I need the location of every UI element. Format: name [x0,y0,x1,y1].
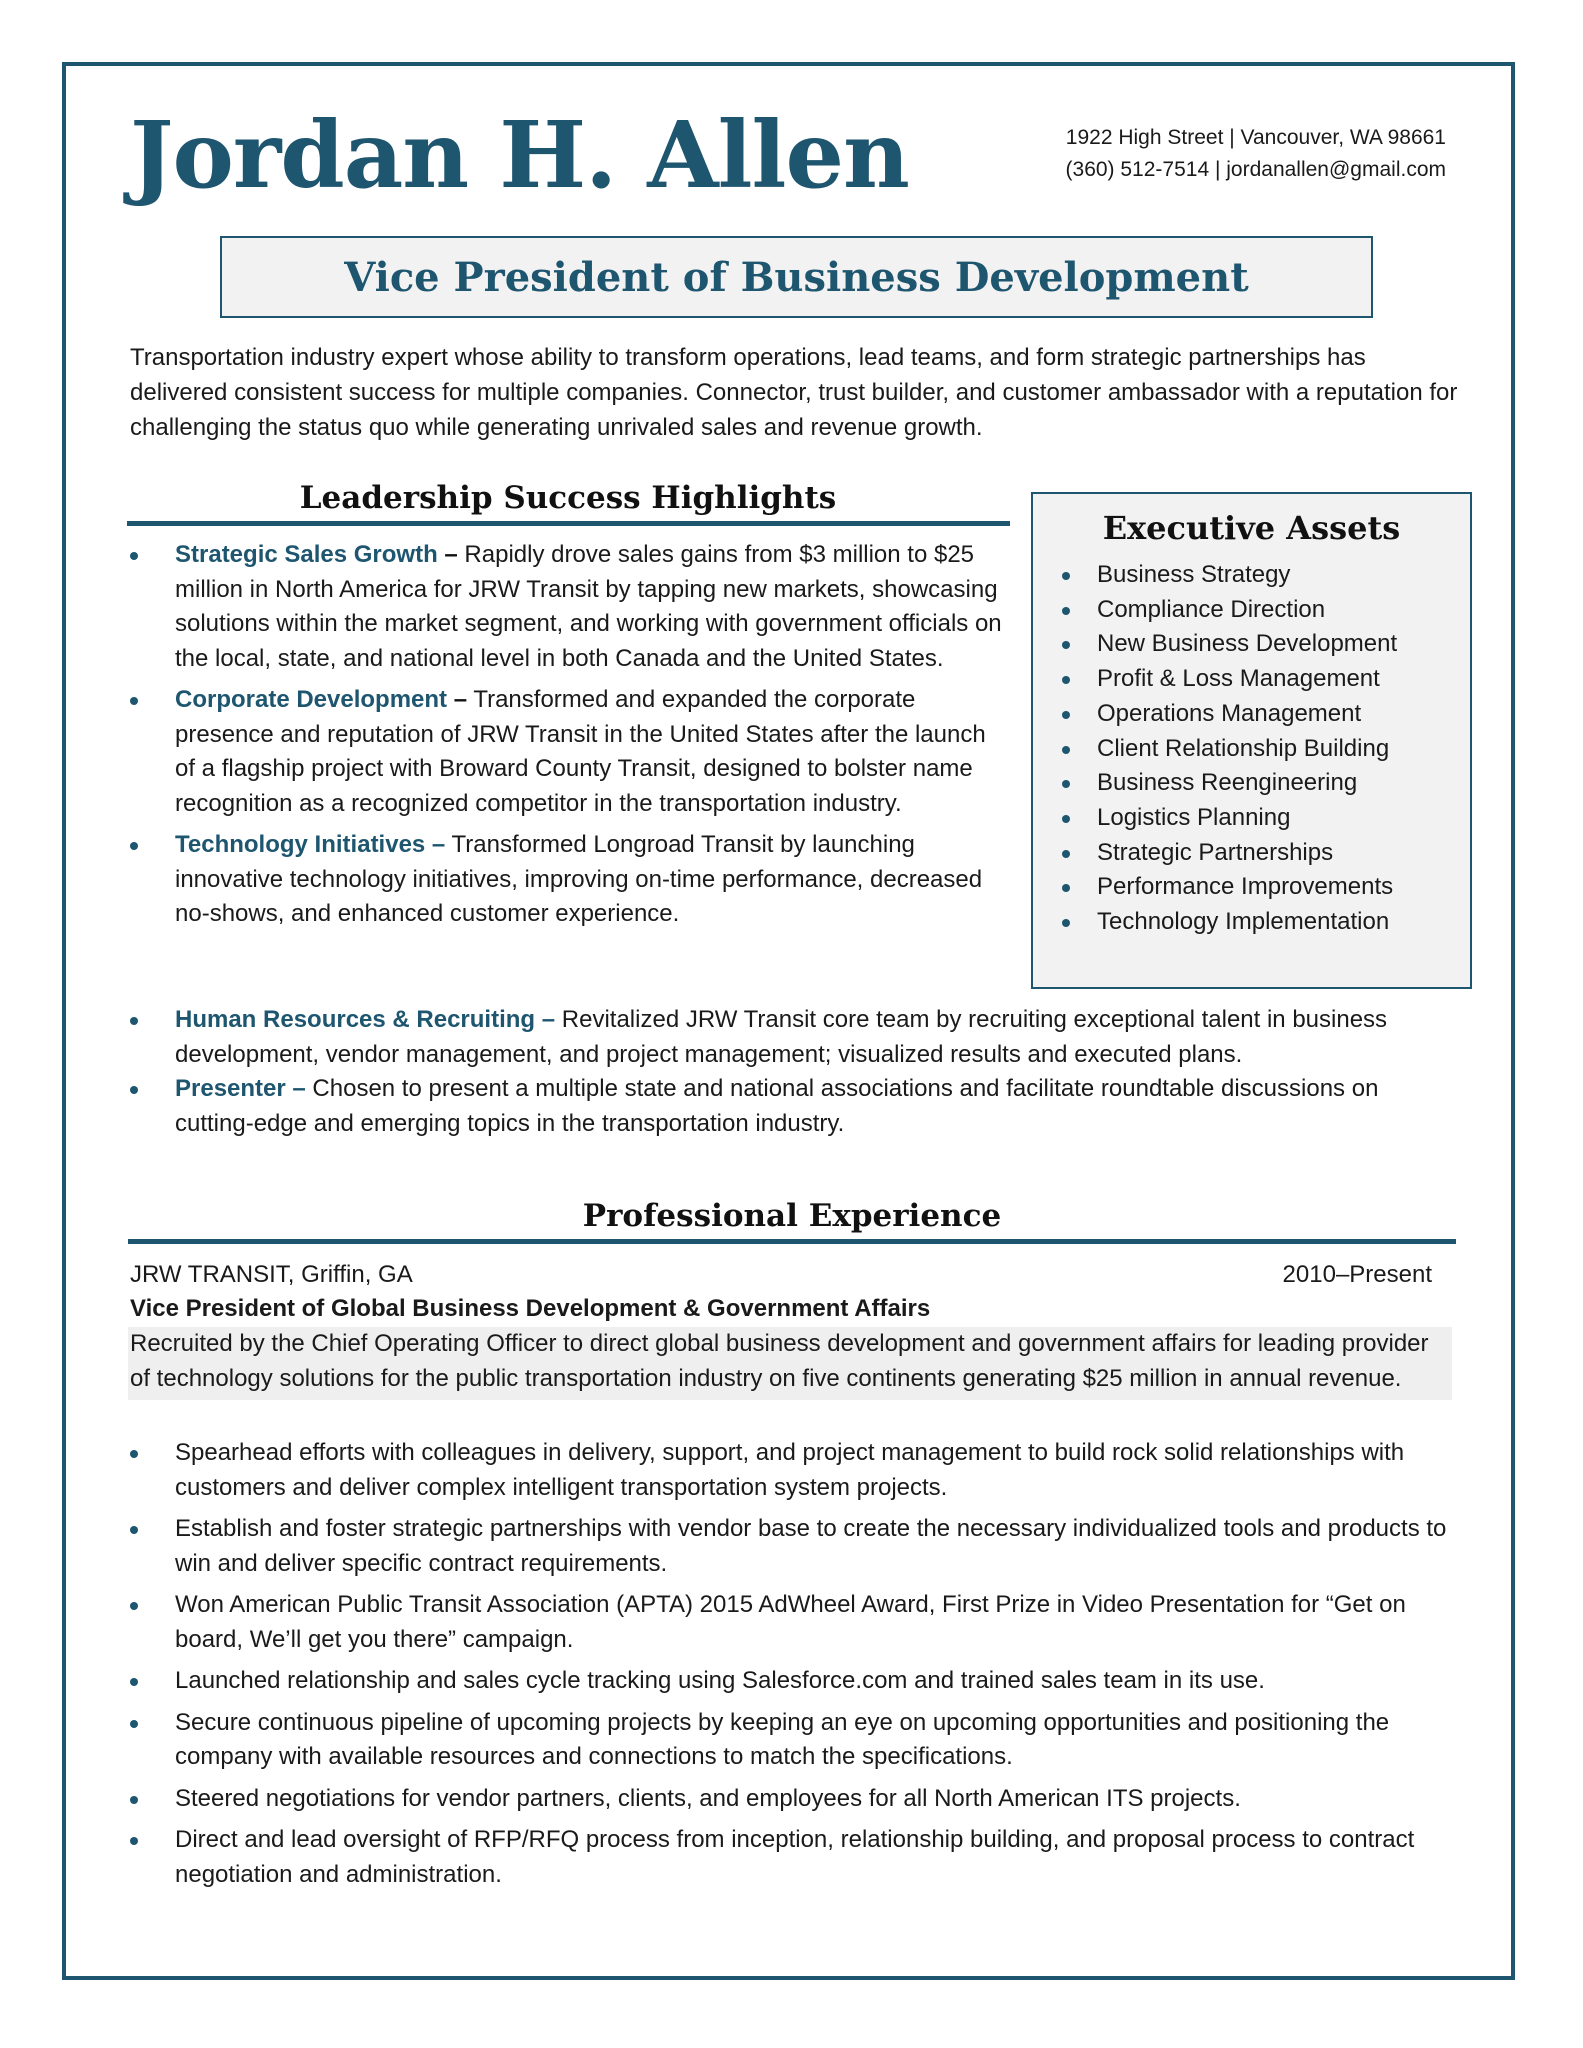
phone-email: (360) 512-7514 | jordanallen@gmail.com [1065,158,1446,181]
target-title: Vice President of Business Development [344,253,1249,301]
highlights-heading: Leadership Success Highlights [299,480,837,516]
highlight-label: Strategic Sales Growth [175,541,438,568]
highlight-label: Corporate Development [175,686,448,713]
highlight-item: Technology Initiatives – Transformed Longroad Transit by launching innovative technology initiatives, improving on-time performance, decreased no-shows, and enhanced customer experience. [128,828,1008,932]
executive-assets-box [1031,492,1472,989]
highlights-rule [127,521,1010,526]
experience-bullet: Steered negotiations for vendor partners, clients, and employees for all North American ITS projects. [128,1782,1458,1817]
experience-bullet: Establish and foster strategic partnerships with vendor base to create the necessary individualized tools and products to win and deliver specific contract requirements. [128,1512,1458,1581]
assets-list [1033,558,1470,940]
asset-item: Business Reengineering [1097,766,1470,801]
experience-bullet: Spearhead efforts with colleagues in delivery, support, and project management to build rock solid relationships with customers and deliver complex intelligent transportation system projects. [128,1436,1458,1505]
highlight-label: Human Resources & Recruiting – [175,1006,556,1033]
contact-info [1066,122,1446,186]
summary: Transportation industry expert whose ability to transform operations, lead teams, and form strategic partnerships has delivered consistent success for multiple companies. Connector, trust builder, and customer ambassador with a reputation for challenging the status quo while generating unrivaled sales and revenue growth. [130,344,1458,441]
asset-item: Logistics Planning [1097,801,1470,836]
experience-bullets [128,1436,1458,1899]
asset-item: Technology Implementation [1097,905,1470,940]
company: JRW TRANSIT, Griffin, GA [130,1261,413,1288]
asset-item: Profit & Loss Management [1097,662,1470,697]
highlights-list-bottom [128,1003,1463,1148]
job-role: Vice President of Global Business Development & Government Affairs [130,1295,931,1322]
highlight-label: Technology Initiatives – [175,831,446,858]
asset-item: Operations Management [1097,697,1470,732]
experience-bullet: Launched relationship and sales cycle tracking using Salesforce.com and trained sales team in its use. [128,1664,1458,1699]
highlight-item: Corporate Development – Transformed and expanded the corporate presence and reputation of JRW Transit in the United States after the launch of a flagship project with Broward County Transit, designed to bolster name recognition as a recognized competitor in the transportation industry. [128,683,1008,821]
highlight-item: Presenter – Chosen to present a multiple state and national associations and facilitate roundtable discussions on cutting-edge and emerging topics in the transportation industry. [128,1072,1463,1141]
job-description: Recruited by the Chief Operating Officer to direct global business development and government affairs for leading provider of technology solutions for the public transportation industry on five continents generating $25 million in annual revenue. [128,1327,1452,1400]
highlight-item: Strategic Sales Growth – Rapidly drove sales gains from $3 million to $25 million in North America for JRW Transit by tapping new markets, showcasing solutions within the market segment, and working with government officials on the local, state, and national level in both Canada and the United States. [128,538,1008,676]
highlights-list-top [128,538,1008,939]
asset-item: Compliance Direction [1097,593,1470,628]
experience-rule [128,1239,1456,1244]
job-title-banner [220,236,1373,318]
asset-item: Client Relationship Building [1097,732,1470,767]
asset-item: Strategic Partnerships [1097,836,1470,871]
address: 1922 High Street | Vancouver, WA 98661 [1065,126,1446,149]
candidate-name: Jordan H. Allen [130,101,909,209]
assets-heading: Executive Assets [1102,509,1401,547]
experience-heading: Professional Experience [582,1198,1002,1234]
asset-item: Business Strategy [1097,558,1470,593]
experience-bullet: Won American Public Transit Association (APTA) 2015 AdWheel Award, First Prize in Video Presentation for “Get on board, We’ll get you there” campaign. [128,1588,1458,1657]
job-dates: 2010–Present [1282,1261,1432,1288]
asset-item: New Business Development [1097,627,1470,662]
highlight-item: Human Resources & Recruiting – Revitalized JRW Transit core team by recruiting exceptional talent in business development, vendor management, and project management; visualized results and executed plans. [128,1003,1463,1072]
experience-bullet: Direct and lead oversight of RFP/RFQ process from inception, relationship building, and proposal process to contract negotiation and administration. [128,1823,1458,1892]
highlight-label: Presenter – [175,1075,306,1102]
asset-item: Performance Improvements [1097,870,1470,905]
job-header [130,1258,1432,1292]
experience-bullet: Secure continuous pipeline of upcoming projects by keeping an eye on upcoming opportunities and positioning the company with available resources and connections to match the specifications. [128,1706,1458,1775]
